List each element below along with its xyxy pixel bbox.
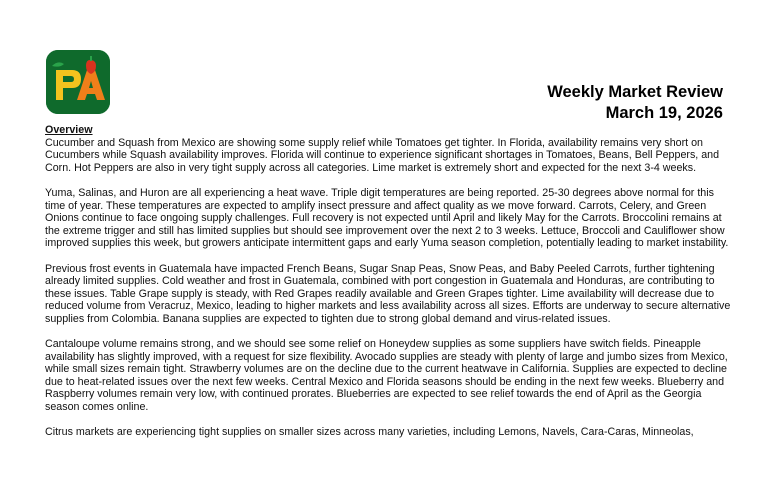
overview-paragraph: Yuma, Salinas, and Huron are all experiencing a heat wave. Triple digit temperatures are being reported. 25-30 degrees above normal for this time of year. These temperatures are expected to amplify insect pressure and affect quality as we move forward. Carrots, Celery, and Green Onions continue to face ongoing supply challenges. Full recovery is not expected until April and likely May for the Carrots. Broccolini remains at the extreme trigger and still has limited supplies but should see improvement over the next 2 to 3 weeks. Lettuce, Broccoli and Cauliflower show improved supplies this week, but growers anticipate intermittent gaps and early Yuma season completion, potentially leading to market instability. — [45, 186, 729, 250]
report-title: Weekly Market Review — [547, 83, 723, 101]
logo-mark-icon — [46, 50, 110, 114]
overview-paragraph: Previous frost events in Guatemala have impacted French Beans, Sugar Snap Peas, Snow Peas, and Baby Peeled Carrots, further tightening already limited supplies. Cold weather and frost in Guatemala, combined with port congestion in Guatemala and Honduras, are contributing to these issues. Table Grape supply is steady, with Red Grapes readily available and Green Grapes tighter. Lime availability will decrease due to reduced volume from Veracruz, Mexico, leading to higher markets and less availability across all sizes. Efforts are underway to secure alternative supplies from Colombia. Banana supplies are expected to tighten due to strong global demand and virus-related issues. — [45, 262, 731, 325]
logo — [46, 50, 110, 114]
report-heading — [547, 82, 723, 124]
overview-heading: Overview — [45, 124, 93, 136]
report-date: March 19, 2026 — [605, 104, 723, 122]
overview-section — [45, 124, 735, 451]
overview-paragraph: Citrus markets are experiencing tight supplies on smaller sizes across many varieties, including Lemons, Navels, Cara-Caras, Minneolas, — [45, 426, 694, 439]
overview-paragraph: Cucumber and Squash from Mexico are showing some supply relief while Tomatoes get tighter. In Florida, availability remains very short on Cucumbers while Squash availability improves. Florida will continue to experience significant shortages in Tomatoes, Beans, Bell Peppers, and Corn. Hot Peppers are also in very tight supply across all categories. Lime market is extremely short and expected for the next 3-4 weeks. — [45, 136, 720, 174]
overview-paragraph: Cantaloupe volume remains strong, and we should see some relief on Honeydew supplies as some suppliers have switch fields. Pineapple availability has slightly improved, with a request for size flexibility. Avocado supplies are steady with plenty of large and jumbo sizes from Mexico, while small sizes remain tight. Strawberry volumes are on the decline due to the current heatwave in California. Supplies are expected to decline due to heat-related issues over the next few weeks. Central Mexico and Florida seasons should be ending in the next few weeks. Blueberry and Raspberry volumes remain very low, with continued prorates. Blueberries are expected to see relief towards the end of April as the Georgia season comes online. — [45, 338, 728, 414]
